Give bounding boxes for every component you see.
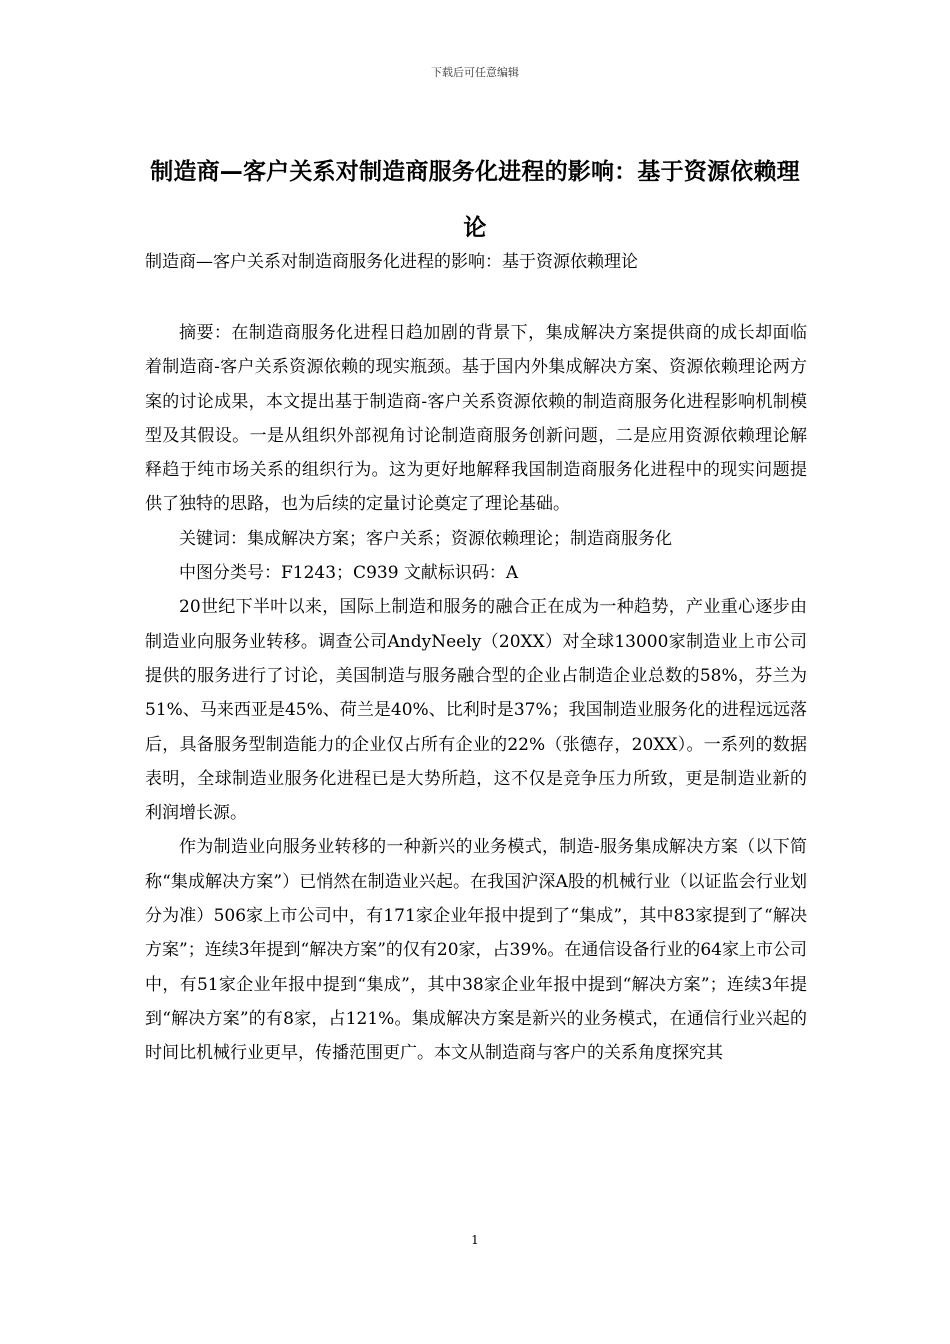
page-number: 1 bbox=[471, 1233, 479, 1247]
document-body bbox=[145, 316, 807, 1071]
classification-paragraph: 中图分类号：F1243；C939 文献标识码：A bbox=[179, 563, 519, 584]
body-paragraph: 20世纪下半叶以来，国际上制造和服务的融合正在成为一种趋势，产业重心逐步由制造业向服务业转移。调查公司AndyNeely（20XX）对全球13000家制造业上市公司提供的服务进行了讨论，美国制造与服务融合型的企业占制造企业总数的58%，芬兰为51%、马来西亚是45%、荷兰是40%、比利时是37%；我国制造业服务化的进程远远落后，具备服务型制造能力的企业仅占所有企业的22%（张德存，20XX）。一系列的数据表明，全球制造业服务化进程已是大势所趋，这不仅是竞争压力所致，更是制造业新的利润增长源。 bbox=[145, 597, 807, 824]
body-paragraph: 作为制造业向服务业转移的一种新兴的业务模式，制造-服务集成解决方案（以下简称“集成解决方案”）已悄然在制造业兴起。在我国沪深A股的机械行业（以证监会行业划分为准）506家上市公司中，有171家企业年报中提到了“集成”，其中83家提到了“解决方案”；连续3年提到“解决方案”的仅有20家，占39%。在通信设备行业的64家上市公司中，有51家企业年报中提到“集成”，其中38家企业年报中提到“解决方案”；连续3年提到“解决方案”的有8家，占121%。集成解决方案是新兴的业务模式，在通信行业兴起的时间比机械行业更早，传播范围更广。本文从制造商与客户的关系角度探究其 bbox=[145, 837, 807, 1064]
abstract-paragraph: 摘要：在制造商服务化进程日趋加剧的背景下，集成解决方案提供商的成长却面临着制造商-客户关系资源依赖的现实瓶颈。基于国内外集成解决方案、资源依赖理论两方案的讨论成果，本文提出基于制造商-客户关系资源依赖的制造商服务化进程影响机制模型及其假设。一是从组织外部视角讨论制造商服务创新问题，二是应用资源依赖理论解释趋于纯市场关系的组织行为。这为更好地解释我国制造商服务化进程中的现实问题提供了独特的思路，也为后续的定量讨论奠定了理论基础。 bbox=[145, 323, 807, 515]
page-header: 下载后可任意编辑 bbox=[431, 66, 519, 79]
keywords-paragraph: 关键词：集成解决方案；客户关系；资源依赖理论；制造商服务化 bbox=[179, 528, 672, 549]
document-title: 制造商—客户关系对制造商服务化进程的影响：基于资源依赖理论 bbox=[150, 159, 800, 241]
document-subtitle: 制造商—客户关系对制造商服务化进程的影响：基于资源依赖理论 bbox=[145, 252, 638, 272]
